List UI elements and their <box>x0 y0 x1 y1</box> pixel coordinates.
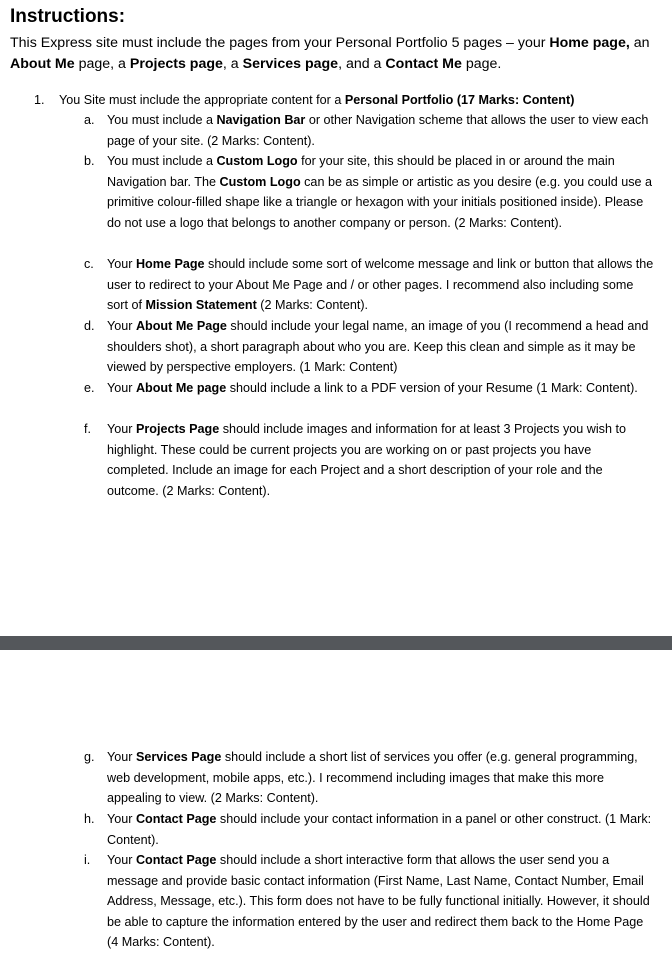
text-segment: Contact Page <box>135 812 217 826</box>
list-item-text <box>59 90 659 111</box>
sub-item-text <box>107 378 655 399</box>
text-segment: can be as simple or artistic as you desire (e.g. you could use a primitive colour-filled shape like a triangle or hexagon with your initials positioned inside). Please do not use a logo that belongs to another company or person. (2 Marks: Content). <box>107 174 653 230</box>
page-title: Instructions: <box>10 6 126 27</box>
sub-item-marker: a. <box>84 113 95 127</box>
text-segment: Personal Portfolio (17 Marks: Content) <box>344 93 575 107</box>
intro-segment: This Express site must include the pages from your Personal Portfolio 5 pages – your <box>10 35 550 51</box>
intro-segment: About Me <box>10 56 75 72</box>
text-segment: Navigation Bar <box>216 113 306 127</box>
text-segment: Services Page <box>135 750 222 764</box>
text-segment: should include your legal name, an image of you (I recommend a head and shoulders shot), a short paragraph about who you are. Keep this clean and simple as it may be viewed by perspective employers. (1 Mark: Content) <box>107 319 649 374</box>
text-segment: or other Navigation scheme that allows the user to view each page of your site. (2 Marks: Content). <box>107 113 649 148</box>
text-segment: About Me page <box>135 381 227 395</box>
text-segment: should include a short interactive form that allows the user send you a message and provide basic contact information (First Name, Last Name, Contact Number, Email Address, Message, etc.). This form does not have to be fully functional initially. However, it should be able to capture the information entered by the user and redirect them back to the Home Page (4 Marks: Content). <box>107 853 650 949</box>
text-segment: About Me Page <box>135 319 227 333</box>
text-segment: You must include a <box>107 113 217 127</box>
intro-segment: an <box>629 35 650 51</box>
text-segment: Mission Statement <box>145 298 257 312</box>
text-segment: should include a short list of services you offer (e.g. general programming, web development, mobile apps, etc.). I recommend including images that make this more appealing to view. (2 Marks: Content). <box>107 750 638 805</box>
list-marker: 1. <box>34 93 45 107</box>
sub-item-text <box>107 850 655 953</box>
intro-segment: , and a <box>338 56 386 72</box>
text-segment: should include your contact information in a panel or other construct. (1 Mark: Content). <box>107 812 652 847</box>
intro-paragraph <box>10 33 660 75</box>
sub-item-text <box>107 419 655 501</box>
text-segment: Your <box>107 381 136 395</box>
sub-item-text <box>107 809 655 850</box>
text-segment: Contact Page <box>135 853 217 867</box>
intro-segment: Home page, <box>549 35 630 51</box>
intro-segment: , a <box>222 56 243 72</box>
sub-item-text <box>107 254 655 316</box>
intro-segment: Contact Me <box>385 56 462 72</box>
text-segment: Your <box>107 257 136 271</box>
text-segment: You must include a <box>107 154 217 168</box>
text-segment: Your <box>107 812 136 826</box>
sub-item-marker: b. <box>84 154 95 168</box>
intro-segment: Services page <box>242 56 339 72</box>
document-page-2 <box>0 650 672 955</box>
text-segment: should include a link to a PDF version of your Resume (1 Mark: Content). <box>226 381 638 395</box>
sub-item-marker: h. <box>84 812 95 826</box>
sub-item-text <box>107 316 655 378</box>
sub-item-text <box>107 747 655 809</box>
text-segment: Home Page <box>135 257 205 271</box>
text-segment: Custom Logo <box>216 154 298 168</box>
text-segment: Your <box>107 422 136 436</box>
sub-item-marker: d. <box>84 319 95 333</box>
text-segment: (2 Marks: Content). <box>256 298 369 312</box>
page-separator <box>0 636 672 650</box>
sub-item-marker: i. <box>84 853 91 867</box>
text-segment: Your <box>107 319 136 333</box>
text-segment: You Site must include the appropriate content for a <box>59 93 345 107</box>
sub-item-text <box>107 110 655 151</box>
text-segment: Projects Page <box>135 422 220 436</box>
sub-item-marker: f. <box>84 422 91 436</box>
text-segment: Your <box>107 853 136 867</box>
text-segment: should include images and information for at least 3 Projects you wish to highlight. These could be current projects you are working on or past projects you have completed. Include an image for each Project and a short description of your role and the outcome. (2 Marks: Content). <box>107 422 626 498</box>
sub-item-marker: g. <box>84 750 95 764</box>
intro-segment: Projects page <box>129 56 223 72</box>
text-segment: for your site, this should be placed in or around the main Navigation bar. The <box>107 154 615 189</box>
intro-segment: page. <box>461 56 502 72</box>
sub-item-marker: e. <box>84 381 95 395</box>
text-segment: Custom Logo <box>219 174 301 189</box>
intro-segment: page, a <box>74 56 130 72</box>
sub-item-marker: c. <box>84 257 94 271</box>
text-segment: Your <box>107 750 136 764</box>
sub-item-text <box>107 151 655 233</box>
text-segment: should include some sort of welcome message and link or button that allows the user to redirect to your About Me Page and / or other pages. I recommend also including some sort of <box>107 257 654 312</box>
